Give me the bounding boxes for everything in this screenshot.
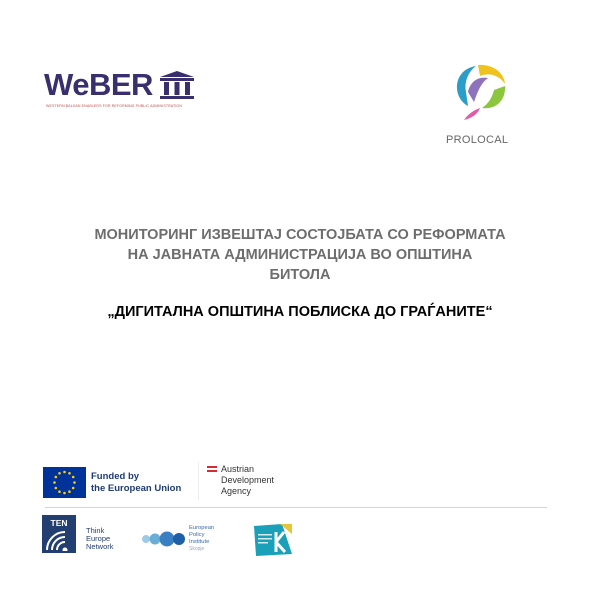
eu-funded-text	[91, 471, 181, 495]
report-title	[40, 225, 560, 285]
think-europe-network-text	[86, 527, 114, 551]
ten-label: TEN	[50, 518, 68, 528]
ada-line-2: Development	[221, 475, 275, 485]
divider	[45, 507, 547, 508]
ada-line-3: Agency	[221, 486, 252, 496]
eu-funded-line-2: the European Union	[91, 483, 182, 494]
epi-text	[189, 525, 214, 546]
title-line-3: БИТОЛА	[269, 267, 331, 283]
ten-logo	[42, 515, 76, 553]
ada-text	[221, 464, 274, 497]
prolocal-logo	[440, 62, 520, 152]
epi-logo	[140, 524, 220, 556]
ada-logo	[198, 462, 279, 500]
austria-flag-icon	[207, 466, 217, 472]
temple-icon	[158, 70, 196, 100]
prolocal-wordmark: PROLOCAL	[446, 134, 509, 146]
epi-location: Skopje	[189, 546, 205, 552]
eu-flag-icon	[43, 467, 86, 498]
think-line-2: Europe	[86, 534, 111, 543]
ten-waves-icon	[45, 530, 73, 551]
ada-line-1: Austrian	[221, 464, 255, 474]
report-subtitle: „ДИГИТАЛНА ОПШТИНА ПОБЛИСКА ДО ГРАЃАНИТЕ“	[107, 304, 493, 320]
epi-line-3: Institute	[189, 539, 210, 545]
epi-dots-icon	[140, 528, 186, 550]
title-line-2: НА ЈАВНАТА АДМИНИСТРАЦИЈА ВО ОПШТИНА	[127, 247, 473, 263]
prolocal-mark-icon	[450, 62, 510, 132]
think-line-1: Think	[86, 526, 105, 535]
think-line-3: Network	[86, 542, 114, 551]
eu-funded-line-1: Funded by	[91, 471, 140, 482]
kdz-logo-icon	[252, 524, 294, 556]
weber-wordmark: WeBER	[44, 67, 153, 102]
title-line-1: МОНИТОРИНГ ИЗВЕШТАЈ СОСТОЈБАТА СО РЕФОРМАТА	[94, 227, 506, 243]
weber-logo	[44, 68, 214, 114]
weber-tagline: WESTERN BALKAN ENABLERS FOR REFORMING PUBLIC ADMINISTRATION	[46, 104, 183, 108]
epi-line-2: Policy	[189, 532, 205, 538]
epi-line-1: European	[189, 525, 215, 531]
